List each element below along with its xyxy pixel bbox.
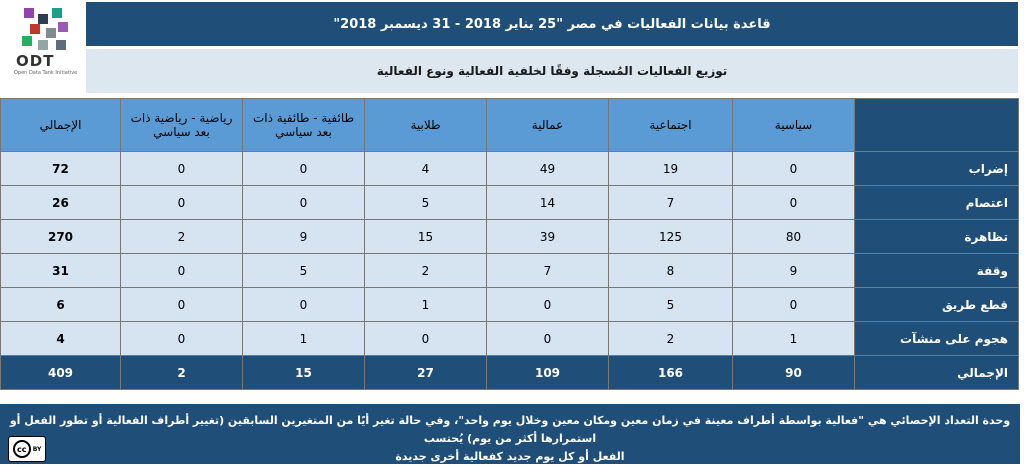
table-cell: 26 bbox=[1, 186, 121, 220]
table-cell: 0 bbox=[487, 288, 609, 322]
total-cell: 15 bbox=[243, 356, 365, 390]
table-cell: 0 bbox=[365, 322, 487, 356]
methodology-note bbox=[0, 404, 1020, 464]
table-cell: 0 bbox=[121, 288, 243, 322]
logo bbox=[0, 0, 96, 96]
table-row bbox=[1, 186, 1019, 220]
total-cell: 90 bbox=[733, 356, 855, 390]
cc-license-badge bbox=[8, 436, 46, 462]
logo-subtext: Open Data Tank Initiative bbox=[14, 70, 78, 76]
total-cell: 409 bbox=[1, 356, 121, 390]
table-corner bbox=[855, 99, 1019, 152]
table-cell: 0 bbox=[121, 254, 243, 288]
table-cell: 0 bbox=[243, 288, 365, 322]
table-cell: 0 bbox=[733, 186, 855, 220]
note-line-1: وحدة التعداد الإحصائي هي "فعالية بواسطة أطراف معينة في زمان معين ومكان معين وخلال يوم واحد"، وفي حالة تغير أيًا من المتغيرين السابقين (تغيير أطراف الفعالية أو تطور الفعل أو استمرارها أكثر من يوم) يُحتسب bbox=[9, 414, 1011, 445]
total-cell: 2 bbox=[121, 356, 243, 390]
table-cell: 1 bbox=[243, 322, 365, 356]
total-cell: 166 bbox=[609, 356, 733, 390]
cc-icon: cc bbox=[13, 440, 31, 458]
table-cell: 8 bbox=[609, 254, 733, 288]
table-cell: 4 bbox=[365, 152, 487, 186]
table-cell: 0 bbox=[733, 288, 855, 322]
table-row bbox=[1, 220, 1019, 254]
column-header-political: سياسية bbox=[733, 99, 855, 152]
table-cell: 5 bbox=[243, 254, 365, 288]
table-cell: 72 bbox=[1, 152, 121, 186]
table-cell: 0 bbox=[243, 186, 365, 220]
table-total-row bbox=[1, 356, 1019, 390]
table-cell: 6 bbox=[1, 288, 121, 322]
table-cell: 270 bbox=[1, 220, 121, 254]
column-header-labor: عمالية bbox=[487, 99, 609, 152]
page-title: قاعدة بيانات الفعاليات في مصر "25 يناير 2018 - 31 ديسمبر 2018" bbox=[86, 2, 1018, 46]
table-row bbox=[1, 322, 1019, 356]
column-header-total: الإجمالي bbox=[1, 99, 121, 152]
table-cell: 14 bbox=[487, 186, 609, 220]
total-cell: 27 bbox=[365, 356, 487, 390]
table-cell: 2 bbox=[121, 220, 243, 254]
table-row bbox=[1, 254, 1019, 288]
table-cell: 31 bbox=[1, 254, 121, 288]
total-row-label: الإجمالي bbox=[855, 356, 1019, 390]
column-header-social: اجتماعية bbox=[609, 99, 733, 152]
table-cell: 1 bbox=[733, 322, 855, 356]
row-label: تظاهرة bbox=[855, 220, 1019, 254]
note-line-2: الفعل أو كل يوم جديد كفعالية أخرى جديدة bbox=[395, 450, 625, 463]
by-icon: BY bbox=[32, 445, 42, 453]
table-cell: 49 bbox=[487, 152, 609, 186]
row-label: هجوم على منشآت bbox=[855, 322, 1019, 356]
table-cell: 9 bbox=[243, 220, 365, 254]
table-cell: 80 bbox=[733, 220, 855, 254]
table-cell: 5 bbox=[609, 288, 733, 322]
table-cell: 0 bbox=[487, 322, 609, 356]
table-cell: 2 bbox=[609, 322, 733, 356]
table-cell: 39 bbox=[487, 220, 609, 254]
column-header-student: طلابية bbox=[365, 99, 487, 152]
table-cell: 4 bbox=[1, 322, 121, 356]
total-cell: 109 bbox=[487, 356, 609, 390]
table-cell: 5 bbox=[365, 186, 487, 220]
table-cell: 0 bbox=[733, 152, 855, 186]
page-subtitle: توزيع الفعاليات المُسجلة وفقًا لخلفية الفعالية ونوع الفعالية bbox=[86, 49, 1018, 93]
table-cell: 1 bbox=[365, 288, 487, 322]
table-cell: 15 bbox=[365, 220, 487, 254]
table-row bbox=[1, 152, 1019, 186]
row-label: إضراب bbox=[855, 152, 1019, 186]
row-label: وقفة bbox=[855, 254, 1019, 288]
row-label: قطع طريق bbox=[855, 288, 1019, 322]
table-cell: 125 bbox=[609, 220, 733, 254]
table-cell: 0 bbox=[243, 152, 365, 186]
table-cell: 9 bbox=[733, 254, 855, 288]
table-cell: 19 bbox=[609, 152, 733, 186]
table-header-row bbox=[1, 99, 1019, 152]
logo-text: ODT bbox=[16, 52, 55, 70]
row-label: اعتصام bbox=[855, 186, 1019, 220]
column-header-sectarian: طائفية - طائفية ذات بعد سياسي bbox=[243, 99, 365, 152]
table-cell: 0 bbox=[121, 322, 243, 356]
column-header-sports: رياضية - رياضية ذات بعد سياسي bbox=[121, 99, 243, 152]
table-cell: 7 bbox=[609, 186, 733, 220]
table-cell: 0 bbox=[121, 186, 243, 220]
data-table bbox=[0, 98, 1019, 390]
table-cell: 0 bbox=[121, 152, 243, 186]
table-cell: 7 bbox=[487, 254, 609, 288]
table-row bbox=[1, 288, 1019, 322]
table-cell: 2 bbox=[365, 254, 487, 288]
logo-mark-icon bbox=[18, 6, 74, 56]
